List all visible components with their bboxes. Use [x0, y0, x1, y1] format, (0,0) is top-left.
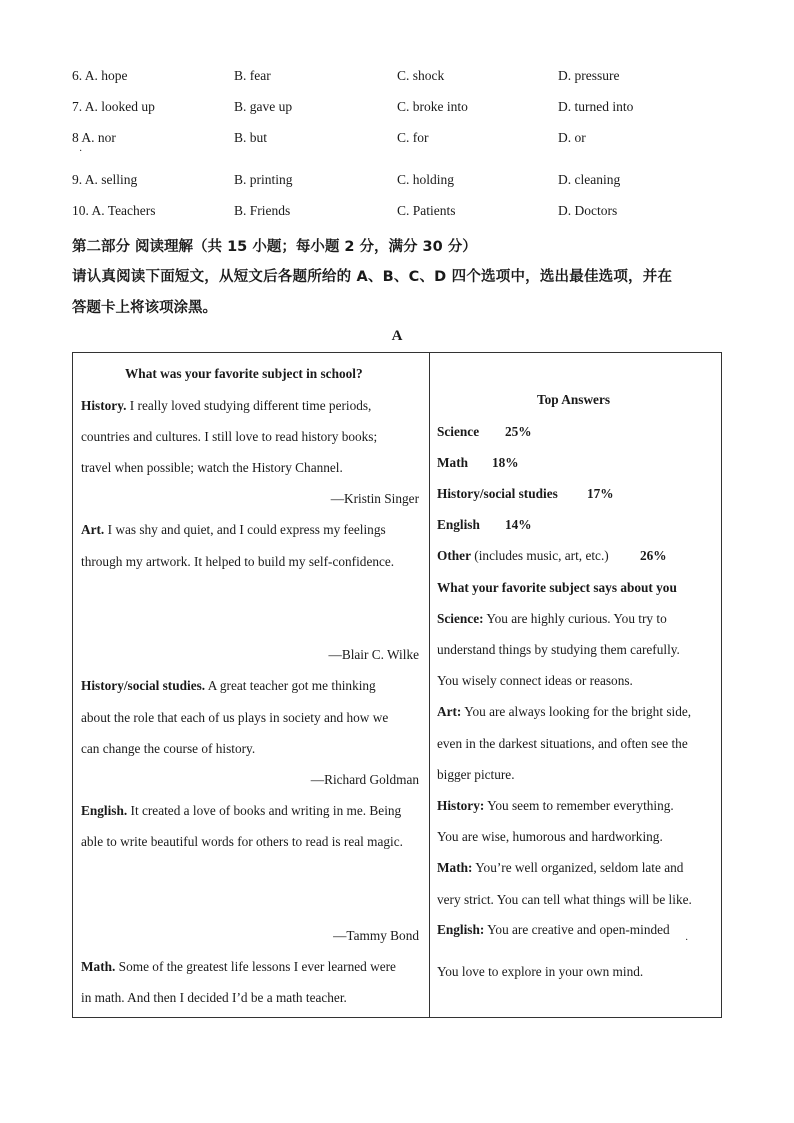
- says-heading: What your favorite subject says about you: [437, 580, 677, 595]
- art-entry: Art. I was shy and quiet, and I could express my feelings: [81, 522, 386, 537]
- option-c: C. Patients: [397, 203, 456, 218]
- option-b: B. Friends: [234, 203, 291, 218]
- option-b: B. but: [234, 130, 268, 145]
- text-line: about the role that each of us plays in society and how we: [81, 710, 389, 725]
- answer-percent: 14%: [505, 517, 532, 532]
- text-line: You wisely connect ideas or reasons.: [437, 673, 633, 688]
- text-line: through my artwork. It helped to build my self-confidence.: [81, 554, 395, 569]
- answer-row: Math: [437, 455, 469, 470]
- answer-percent: 17%: [587, 486, 614, 501]
- text-line: countries and cultures. I still love to read history books;: [81, 429, 378, 444]
- text-line: bigger picture.: [437, 767, 515, 782]
- instruction-line-2: 答题卡上将该项涂黑。: [72, 300, 217, 316]
- answer-percent: 18%: [492, 455, 519, 470]
- answer-percent: 26%: [640, 548, 667, 563]
- option-c: C. shock: [397, 68, 445, 83]
- author-name: —Blair C. Wilke: [328, 647, 419, 662]
- text-line: able to write beautiful words for others to read is real magic.: [81, 834, 403, 849]
- instruction-line-1: 请认真阅读下面短文，从短文后各题所给的 A、B、C、D 四个选项中，选出最佳选项，并在: [72, 269, 673, 285]
- text-line: very strict. You can tell what things will be like.: [437, 892, 692, 907]
- passage-label: A: [391, 328, 403, 344]
- option-b: B. printing: [234, 172, 293, 187]
- option-c: C. holding: [397, 172, 455, 187]
- text-line: travel when possible; watch the History Channel.: [81, 460, 343, 475]
- math-entry: Math. Some of the greatest life lessons I ever learned were: [81, 959, 396, 974]
- author-name: —Kristin Singer: [330, 491, 419, 506]
- option-d: D. Doctors: [558, 203, 618, 218]
- option-d: D. cleaning: [558, 172, 621, 187]
- author-name: —Tammy Bond: [333, 928, 419, 943]
- art-trait: Art: You are always looking for the bright side,: [437, 704, 692, 719]
- option-d: D. turned into: [558, 99, 634, 114]
- option-a: 6. A. hope: [72, 68, 128, 83]
- passage-table: [72, 352, 722, 1018]
- question-row: [72, 130, 732, 150]
- other-row: Other (includes music, art, etc.): [437, 548, 609, 563]
- answer-percent: 25%: [505, 424, 532, 439]
- text-line: You love to explore in your own mind.: [437, 964, 644, 979]
- answer-row: English: [437, 517, 480, 532]
- answer-row: History/social studies: [437, 486, 558, 501]
- option-a: 8 A. nor: [72, 130, 116, 145]
- question-row: [72, 203, 732, 223]
- social-studies-entry: History/social studies. A great teacher got me thinking: [81, 678, 376, 693]
- option-d: D. or: [558, 130, 586, 145]
- top-answers-heading: Top Answers: [537, 392, 611, 407]
- history-trait: History: You seem to remember everything.: [437, 798, 674, 813]
- text-line: can change the course of history.: [81, 741, 256, 756]
- stray-dot: ·: [685, 935, 689, 946]
- text-line: understand things by studying them carefully.: [437, 642, 680, 657]
- option-d: D. pressure: [558, 68, 620, 83]
- answer-row: Science: [437, 424, 480, 439]
- question-row: [72, 99, 732, 119]
- column-divider: [429, 353, 430, 1017]
- math-trait: Math: You’re well organized, seldom late and: [437, 860, 684, 875]
- stray-dot: ·: [79, 146, 83, 157]
- history-entry: History. I really loved studying different time periods,: [81, 398, 372, 413]
- option-b: B. gave up: [234, 99, 293, 114]
- question-row: [72, 68, 732, 88]
- text-line: even in the darkest situations, and often see the: [437, 736, 688, 751]
- question-row: [72, 172, 732, 192]
- option-a: 10. A. Teachers: [72, 203, 156, 218]
- left-heading: What was your favorite subject in school?: [125, 366, 363, 381]
- section-title: 第二部分 阅读理解（共 15 小题；每小题 2 分，满分 30 分）: [72, 239, 477, 255]
- english-trait: English: You are creative and open-minded: [437, 922, 670, 937]
- option-b: B. fear: [234, 68, 271, 83]
- option-c: C. broke into: [397, 99, 468, 114]
- text-line: You are wise, humorous and hardworking.: [437, 829, 663, 844]
- art-label: Art.: [81, 522, 105, 537]
- option-a: 7. A. looked up: [72, 99, 155, 114]
- english-entry: English. It created a love of books and writing in me. Being: [81, 803, 402, 818]
- author-name: —Richard Goldman: [310, 772, 419, 787]
- math-label: Math.: [81, 959, 116, 974]
- english-label: English.: [81, 803, 128, 818]
- science-trait: Science: You are highly curious. You try to: [437, 611, 667, 626]
- option-a: 9. A. selling: [72, 172, 138, 187]
- text-line: in math. And then I decided I’d be a math teacher.: [81, 990, 347, 1005]
- history-label: History.: [81, 398, 127, 413]
- social-studies-label: History/social studies.: [81, 678, 206, 693]
- option-c: C. for: [397, 130, 429, 145]
